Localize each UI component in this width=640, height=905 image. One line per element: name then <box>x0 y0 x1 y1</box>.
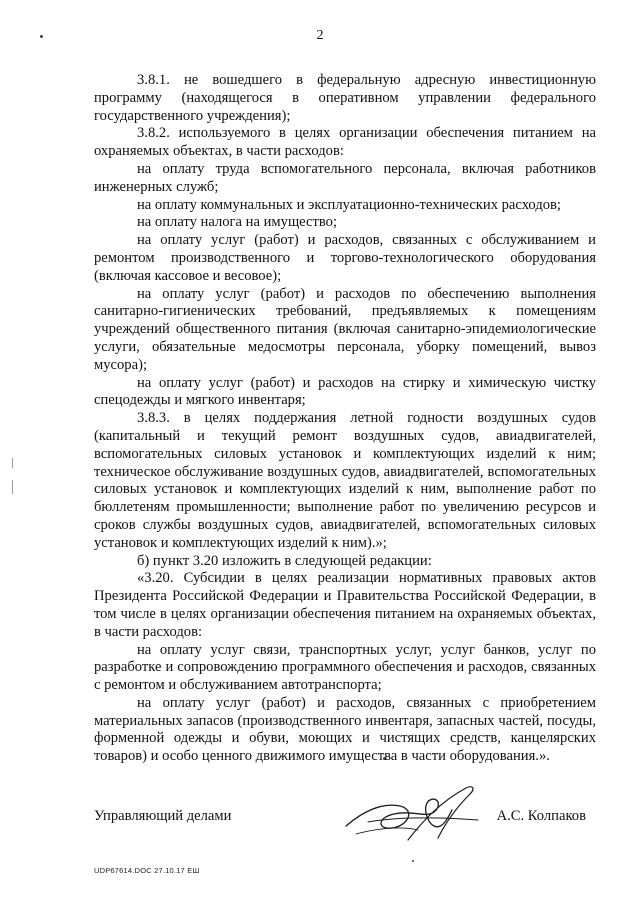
scan-margin-mark <box>12 480 13 494</box>
paragraph: 3.8.2. используемого в целях организации обеспечения питанием на охраняемых объектах, в части расходов: <box>94 125 596 160</box>
paragraph: на оплату услуг (работ) и расходов на стирку и химическую чистку спецодежды и мягкого инвентаря; <box>94 374 596 409</box>
document-footer-code: UDP67614.DOC 27.10.17 ЕШ <box>94 866 200 875</box>
paragraph: на оплату налога на имущество; <box>137 214 338 231</box>
paragraph: на оплату услуг связи, транспортных услуг, услуг банков, услуг по разработке и сопровождению программного обеспечения и расходов, связанных с ремонтом и обслуживанием автотранспорта; <box>94 641 596 694</box>
paragraph: на оплату услуг (работ) и расходов по обеспечению выполнения санитарно-гигиенических требований, предъявляемых к помещениям учреждений общественного питания (включая санитарно-эпидемиологические услуги, обязательные медосмотры персонала, уборку помещений, вывоз мусора); <box>94 285 596 373</box>
paragraph: б) пункт 3.20 изложить в следующей редакции: <box>137 552 432 569</box>
scan-margin-mark <box>12 458 13 468</box>
paragraph: 3.8.3. в целях поддержания летной годности воздушных судов (капитальный и текущий ремонт воздушных судов, авиадвигателей, вспомогательных силовых установок и комплектующих изделий к ним; техническое обслуживание воздушных судов, авиадвигателей, вспомогательных силовых установок и комплектующих изделий к ним, выполнение работ по бюллетеням промышленности; выполнение работ по увеличению ресурсов и сроков службы воздушных судов, авиадвигателей, вспомогательных силовых установок и комплектующих изделий к ним).»; <box>94 410 596 551</box>
scan-speck <box>412 860 414 862</box>
paragraph: на оплату труда вспомогательного персонала, включая работников инженерных служб; <box>94 160 596 195</box>
paragraph: «3.20. Субсидии в целях реализации нормативных правовых актов Президента Российской Федерации и Правительства Российской Федерации, в том числе в целях организации обеспечения питанием на охраняемых объектах, в части расходов: <box>94 570 596 640</box>
signature-block <box>94 790 596 850</box>
signatory-name: А.С. Колпаков <box>496 808 586 824</box>
signatory-title: Управляющий делами <box>94 808 232 824</box>
handwritten-signature <box>338 782 488 846</box>
page-number: 2 <box>316 28 324 43</box>
document-body <box>94 72 596 766</box>
paragraph: на оплату услуг (работ) и расходов, связанных с приобретением материальных запасов (производственного инвентаря, запасных частей, посуды, форменной одежды и обуви, моющих и чистящих средств, канцелярских товаров) и особо ценного движимого имущества в части оборудования.». <box>94 694 596 765</box>
paragraph: на оплату коммунальных и эксплуатационно-технических расходов; <box>137 196 561 213</box>
paragraph: на оплату услуг (работ) и расходов, связанных с обслуживанием и ремонтом производственного и торгово-технологического оборудования (включая кассовое и весовое); <box>94 232 596 284</box>
paragraph: 3.8.1. не вошедшего в федеральную адресную инвестиционную программу (находящегося в оперативном управлении федерального государственного учреждения); <box>94 72 596 124</box>
